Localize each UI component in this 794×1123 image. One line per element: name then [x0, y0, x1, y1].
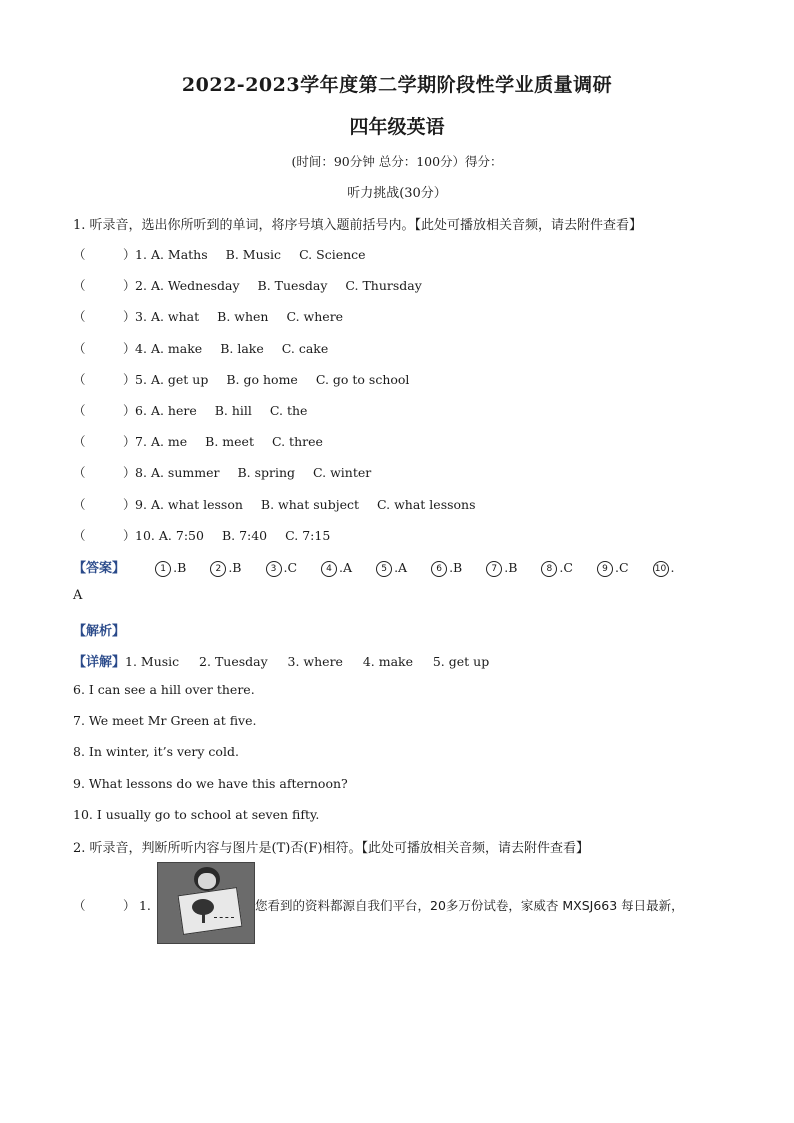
q1-item-number: 9.	[135, 496, 147, 512]
page-subtitle: 四年级英语	[349, 116, 445, 138]
q1-item-number: 8.	[135, 465, 147, 481]
answer-item: 3 .C	[266, 560, 298, 577]
answer-blank[interactable]: （ ）	[73, 340, 136, 356]
detail-tag: 【详解】	[73, 655, 126, 670]
option-c: C. cake	[281, 340, 329, 356]
option-a: A. make	[150, 340, 203, 356]
option-b: B. when	[217, 309, 269, 325]
answer-row	[73, 557, 699, 577]
q1-item	[73, 339, 346, 357]
exam-meta: (时间：90分钟 总分：100分）得分：	[291, 154, 503, 169]
option-b: B. 7:40	[221, 527, 268, 543]
q1-item	[73, 245, 384, 263]
analysis-line: 9. What lessons do we have this afternoon?	[73, 775, 348, 791]
answer-blank[interactable]: （ ）	[73, 434, 136, 450]
answer-blank[interactable]: （ ）	[73, 309, 136, 325]
analysis-tag: 【解析】	[73, 624, 126, 639]
option-b: B. spring	[237, 465, 296, 481]
option-a: A. 7:50	[158, 527, 204, 543]
option-c: C. the	[269, 403, 308, 418]
option-b: B. Music	[225, 247, 282, 262]
option-c: C. Science	[299, 247, 366, 262]
option-a: A. what lesson	[150, 496, 243, 512]
q1-item-number: 4.	[135, 340, 147, 356]
q1-item	[73, 495, 494, 513]
watermark-text: 您看到的资料都源自我们平台，20多万份试卷，家威杏 MXSJ663 每日最新，	[255, 898, 684, 913]
detail-row	[73, 651, 489, 670]
option-a: A. summer	[150, 465, 220, 481]
option-b: B. go home	[226, 371, 298, 387]
option-a: A. me	[150, 434, 188, 450]
q1-item-number: 5.	[135, 371, 147, 387]
answer-item: 7 .B	[486, 560, 517, 577]
q1-item-number: 6.	[135, 403, 147, 418]
q1-item	[73, 370, 427, 388]
answer-blank[interactable]: （ ）	[73, 465, 136, 481]
q1-item-number: 10.	[135, 527, 155, 543]
option-a: A. here	[150, 403, 197, 418]
q1-item	[73, 432, 341, 450]
answer-items	[155, 561, 698, 576]
q1-item	[73, 401, 325, 419]
analysis-line: 10. I usually go to school at seven fifty.	[73, 806, 320, 822]
analysis-line: 7. We meet Mr Green at five.	[73, 713, 257, 729]
detail-line: 1. Music 2. Tuesday 3. where 4. make 5. get up	[125, 654, 490, 669]
option-c: C. go to school	[315, 371, 410, 387]
q1-item	[73, 276, 440, 294]
answer-overflow: A	[73, 588, 83, 603]
q1-item	[73, 307, 361, 325]
answer-blank[interactable]: （ ）	[73, 371, 136, 387]
answer-item: 6 .B	[431, 560, 462, 577]
option-c: C. three	[271, 434, 323, 450]
option-c: C. Thursday	[345, 278, 422, 294]
option-a: A. Wednesday	[150, 278, 240, 294]
answer-blank[interactable]: （ ）	[73, 247, 136, 262]
answer-item: 2 .B	[210, 560, 241, 577]
option-c: C. winter	[313, 465, 372, 481]
option-b: B. meet	[205, 434, 254, 450]
q1-item-number: 3.	[135, 309, 147, 325]
q1-item-number: 2.	[135, 278, 147, 294]
option-a: A. what	[150, 309, 200, 325]
answer-blank[interactable]: （ ）	[73, 278, 136, 294]
analysis-line: 8. In winter, it’s very cold.	[73, 744, 239, 760]
page-title: 2022-2023学年度第二学期阶段性学业质量调研	[181, 74, 613, 96]
answer-blank[interactable]: （ ）	[73, 403, 136, 418]
q2-instruction: 2. 听录音，判断所听内容与图片是(T)否(F)相符。【此处可播放相关音频，请去附件查看】	[73, 841, 590, 856]
option-a: A. get up	[150, 371, 209, 387]
section-heading: 听力挑战(30分）	[347, 186, 447, 201]
q1-item-number: 1.	[135, 247, 147, 262]
q1-item-number: 7.	[135, 434, 147, 450]
answer-blank[interactable]: （ ）	[73, 898, 136, 913]
answer-item: 4 .A	[321, 560, 352, 577]
option-c: C. what lessons	[377, 496, 476, 512]
answer-item: 10 .	[653, 560, 675, 577]
option-b: B. what subject	[260, 496, 360, 512]
q1-item	[73, 463, 389, 481]
q2-item-number: 1.	[138, 898, 151, 913]
option-b: B. hill	[214, 403, 252, 418]
answer-item: 9 .C	[597, 560, 629, 577]
answer-item: 1 .B	[155, 560, 186, 577]
analysis-line: 6. I can see a hill over there.	[73, 682, 255, 697]
answer-tag: 【答案】	[73, 561, 126, 576]
answer-blank[interactable]: （ ）	[73, 527, 136, 543]
answer-blank[interactable]: （ ）	[73, 496, 136, 512]
answer-item: 8 .C	[541, 560, 573, 577]
q1-instruction: 1. 听录音，选出你所听到的单词，将序号填入题前括号内。【此处可播放相关音频，请去附件查看】	[73, 218, 643, 233]
q2-photo-child-drawing	[157, 862, 255, 944]
option-c: C. where	[286, 309, 344, 325]
answer-item: 5 .A	[376, 560, 407, 577]
q1-item	[73, 526, 348, 544]
option-c: C. 7:15	[285, 527, 331, 543]
q2-item-row	[73, 896, 155, 914]
option-a: A. Maths	[150, 247, 208, 262]
option-b: B. Tuesday	[257, 278, 328, 294]
option-b: B. lake	[220, 340, 264, 356]
